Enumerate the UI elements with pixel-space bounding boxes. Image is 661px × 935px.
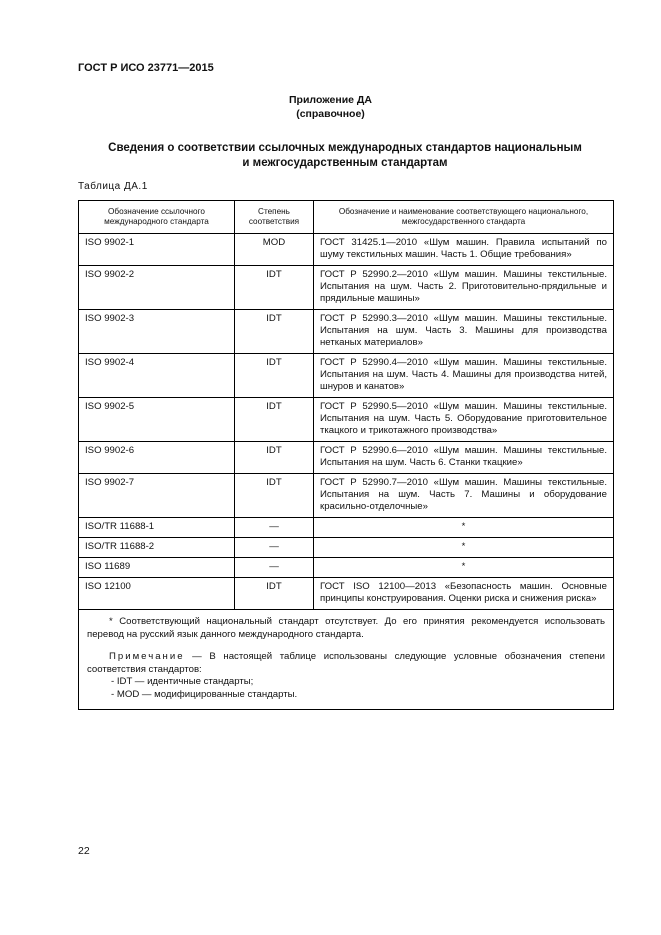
- cell-standard: ISO 9902-2: [79, 266, 235, 310]
- header-degree: Степень соответствия: [235, 201, 314, 234]
- annex-title: Приложение ДА: [289, 94, 372, 106]
- table-row: [79, 474, 614, 518]
- cell-degree: IDT: [235, 398, 314, 442]
- cell-degree: —: [235, 558, 314, 578]
- cell-standard: ISO 9902-5: [79, 398, 235, 442]
- cell-national: *: [314, 558, 614, 578]
- correspondence-table: [78, 200, 614, 710]
- header-international-standard: Обозначение ссылочного международного стандарта: [79, 201, 235, 234]
- cell-standard: ISO 11689: [79, 558, 235, 578]
- note-text: — В настоящей таблице использованы следующие условные обозначения степени соответствия стандартов:: [87, 651, 605, 675]
- cell-national: ГОСТ Р 52990.3—2010 «Шум машин. Машины текстильные. Испытания на шум. Часть 3. Машины для производства нетканых материалов»: [314, 310, 614, 354]
- annex-heading: [0, 93, 661, 121]
- cell-degree: —: [235, 538, 314, 558]
- footnote: * Соответствующий национальный стандарт отсутствует. До его принятия рекомендуется использовать перевод на русский язык данного международного стандарта.: [87, 616, 605, 640]
- table-row: [79, 538, 614, 558]
- cell-degree: IDT: [235, 354, 314, 398]
- table-footer-row: [79, 610, 614, 710]
- table-row: [79, 266, 614, 310]
- cell-national: ГОСТ Р 52990.5—2010 «Шум машин. Машины текстильные. Испытания на шум. Часть 5. Оборудование приготовительное ткацкого и трикотажного производства»: [314, 398, 614, 442]
- section-title-line1: Сведения о соответствии ссылочных международных стандартов национальным: [108, 142, 582, 154]
- note-item-idt: - IDT — идентичные стандарты;: [111, 676, 254, 687]
- table-row: [79, 310, 614, 354]
- cell-degree: MOD: [235, 234, 314, 266]
- cell-national: *: [314, 538, 614, 558]
- cell-degree: IDT: [235, 474, 314, 518]
- table-row: [79, 442, 614, 474]
- table-row: [79, 354, 614, 398]
- cell-national: *: [314, 518, 614, 538]
- table-header-row: [79, 201, 614, 234]
- note-item-mod: - MOD — модифицированные стандарты.: [111, 688, 298, 700]
- cell-standard: ISO 9902-4: [79, 354, 235, 398]
- cell-standard: ISO 9902-7: [79, 474, 235, 518]
- table-footer: [79, 610, 614, 710]
- cell-national: ГОСТ 31425.1—2010 «Шум машин. Правила испытаний по шуму текстильных машин. Часть 1. Общие требования»: [314, 234, 614, 266]
- cell-national: ГОСТ Р 52990.2—2010 «Шум машин. Машины текстильные. Испытания на шум. Часть 2. Приготовительно-прядильные и прядильные машины»: [314, 266, 614, 310]
- cell-degree: IDT: [235, 442, 314, 474]
- table-row: [79, 578, 614, 610]
- section-title-line2: и межгосударственным стандартам: [242, 157, 448, 169]
- table-caption: Таблица ДА.1: [78, 181, 148, 192]
- annex-subtitle: (справочное): [296, 108, 365, 120]
- table-row: [79, 398, 614, 442]
- cell-standard: ISO 9902-1: [79, 234, 235, 266]
- cell-degree: IDT: [235, 578, 314, 610]
- cell-degree: IDT: [235, 266, 314, 310]
- cell-national: ГОСТ Р 52990.4—2010 «Шум машин. Машины текстильные. Испытания на шум. Часть 4. Машины для производства нитей, шнуров и канатов»: [314, 354, 614, 398]
- section-title: [90, 141, 600, 171]
- cell-standard: ISO 9902-3: [79, 310, 235, 354]
- header-national-standard: Обозначение и наименование соответствующего национального, межгосударственного стандарта: [314, 201, 614, 234]
- cell-standard: ISO/TR 11688-1: [79, 518, 235, 538]
- note: [87, 651, 605, 676]
- cell-standard: ISO 12100: [79, 578, 235, 610]
- cell-national: ГОСТ Р 52990.6—2010 «Шум машин. Машины текстильные. Испытания на шум. Часть 6. Станки ткацкие»: [314, 442, 614, 474]
- cell-degree: IDT: [235, 310, 314, 354]
- cell-degree: —: [235, 518, 314, 538]
- document-header: ГОСТ Р ИСО 23771—2015: [78, 62, 214, 74]
- cell-national: ГОСТ ISO 12100—2013 «Безопасность машин. Основные принципы конструирования. Оценки риска и снижения риска»: [314, 578, 614, 610]
- note-label: Примечание: [109, 651, 185, 662]
- page-number: 22: [78, 845, 90, 857]
- cell-standard: ISO/TR 11688-2: [79, 538, 235, 558]
- table-row: [79, 558, 614, 578]
- cell-standard: ISO 9902-6: [79, 442, 235, 474]
- table-row: [79, 234, 614, 266]
- table-row: [79, 518, 614, 538]
- cell-national: ГОСТ Р 52990.7—2010 «Шум машин. Машины текстильные. Испытания на шум. Часть 7. Машины и оборудование красильно-отделочные»: [314, 474, 614, 518]
